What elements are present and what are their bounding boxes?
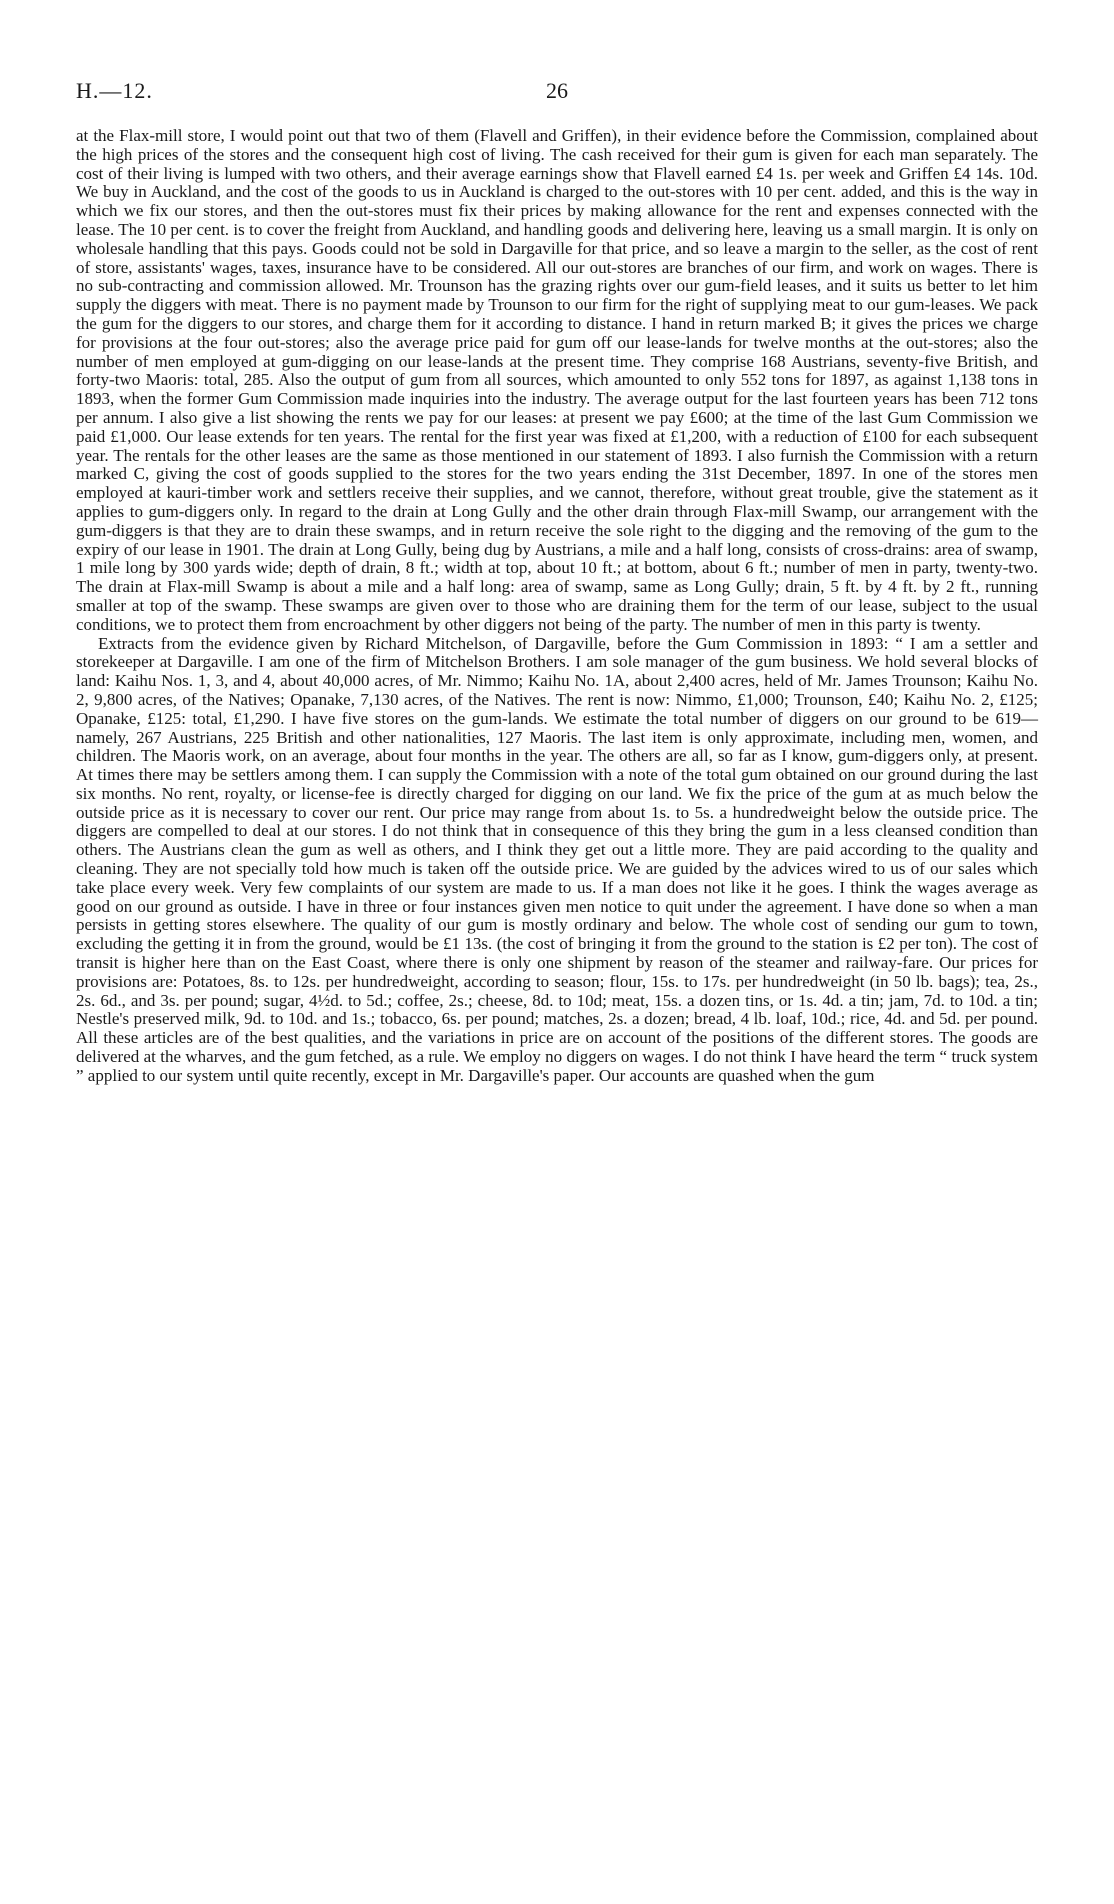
paragraph: at the Flax-mill store, I would point out that two of them (Flavell and Griffen), in their evidence before the Commission, complained about the high prices of the stores and the consequent high cost of living. The cash received for their gum is given for each man separately. The cost of their living is lumped with two others, and their average earnings show that Flavell earned £4 1s. per week and Griffen £4 14s. 10d. We buy in Auckland, and the cost of the goods to us in Auckland is charged to the out-stores with 10 per cent. added, and this is the way in which we fix our stores, and then the out-stores must fix their prices by making allowance for the rent and expenses connected with the lease. The 10 per cent. is to cover the freight from Auckland, and handling goods and delivering here, leaving us a small margin. It is only on wholesale handling that this pays. Goods could not be sold in Dargaville for that price, and so leave a margin to the seller, as the cost of rent of store, assistants' wages, taxes, insurance have to be considered. All our out-stores are branches of our firm, and work on wages. There is no sub-contracting and commission allowed. Mr. Trounson has the grazing rights over our gum-field leases, and it suits us better to let him supply the diggers with meat. There is no payment made by Trounson to our firm for the right of supplying meat to our gum-leases. We pack the gum for the diggers to our stores, and charge them for it according to distance. I hand in return marked B; it gives the prices we charge for provisions at the four out-stores; also the average price paid for gum off our lease-lands for twelve months at the out-stores; also the number of men employed at gum-digging on our lease-lands at the present time. They comprise 168 Austrians, seventy-five British, and forty-two Maoris: total, 285. Also the output of gum from all sources, which amounted to only 552 tons for 1897, as against 1,138 tons in 1893, when the former Gum Commission made inquiries into the industry. The average output for the last fourteen years has been 712 tons per annum. I also give a list showing the rents we pay for our leases: at present we pay £600; at the time of the last Gum Commission we paid £1,000. Our lease extends for ten years. The rental for the first year was fixed at £1,200, with a reduction of £100 for each subsequent year. The rentals for the other leases are the same as those mentioned in our statement of 1893. I also furnish the Commission with a return marked C, giving the cost of goods supplied to the stores for the two years ending the 31st December, 1897. In one of the stores men employed at kauri-timber work and settlers receive their supplies, and we cannot, therefore, without great trouble, give the statement as it applies to gum-diggers only. In regard to the drain at Long Gully and the other drain through Flax-mill Swamp, our arrangement with the gum-diggers is that they are to drain these swamps, and in return receive the sole right to the digging and the removing of the gum to the expiry of our lease in 1901. The drain at Long Gully, being dug by Austrians, a mile and a half long, consists of cross-drains: area of swamp, 1 mile long by 300 yards wide; depth of drain, 8 ft.; width at top, about 10 ft.; at bottom, about 6 ft.; number of men in party, twenty-two. The drain at Flax-mill Swamp is about a mile and a half long: area of swamp, same as Long Gully; drain, 5 ft. by 4 ft. by 2 ft., running smaller at top of the swamp. These swamps are given over to those who are draining them for the term of our lease, subject to the usual conditions, we to protect them from encroachment by other diggers not being of the party. The number of men in this party is twenty.: [76, 126, 1038, 634]
document-reference: H.—12.: [76, 78, 153, 103]
page-header: [76, 78, 1038, 108]
paragraph: Extracts from the evidence given by Richard Mitchelson, of Dargaville, before the Gum Commission in 1893: “ I am a settler and storekeeper at Dargaville. I am one of the firm of Mitchelson Brothers. I am sole manager of the gum business. We hold several blocks of land: Kaihu Nos. 1, 3, and 4, about 40,000 acres, of Mr. Nimmo; Kaihu No. 1A, about 2,400 acres, held of Mr. James Trounson; Kaihu No. 2, 9,800 acres, of the Natives; Opanake, 7,130 acres, of the Natives. The rent is now: Nimmo, £1,000; Trounson, £40; Kaihu No. 2, £125; Opanake, £125: total, £1,290. I have five stores on the gum-lands. We estimate the total number of diggers on our ground to be 619—namely, 267 Austrians, 225 British and other nationalities, 127 Maoris. The last item is only approximate, including men, women, and children. The Maoris work, on an average, about four months in the year. The others are all, so far as I know, gum-diggers only, at present. At times there may be settlers among them. I can supply the Commission with a note of the total gum obtained on our ground during the last six months. No rent, royalty, or license-fee is directly charged for digging on our land. We fix the price of the gum at as much below the outside price as it is necessary to cover our rent. Our price may range from about 1s. to 5s. a hundredweight below the outside price. The diggers are compelled to deal at our stores. I do not think that in consequence of this they bring the gum in a less cleansed condition than others. The Austrians clean the gum as well as others, and I think they get out a little more. They are paid according to the quality and cleaning. They are not specially told how much is taken off the outside price. We are guided by the advices wired to us of our sales which take place every week. Very few complaints of our system are made to us. If a man does not like it he goes. I think the wages average as good on our ground as outside. I have in three or four instances given men notice to quit under the agreement. I have done so when a man persists in getting stores elsewhere. The quality of our gum is mostly ordinary and below. The whole cost of sending our gum to town, excluding the getting it in from the ground, would be £1 13s. (the cost of bringing it from the ground to the station is £2 per ton). The cost of transit is higher here than on the East Coast, where there is only one shipment by reason of the steamer and railway-fare. Our prices for provisions are: Potatoes, 8s. to 12s. per hundredweight, according to season; flour, 15s. to 17s. per hundredweight (in 50 lb. bags); tea, 2s., 2s. 6d., and 3s. per pound; sugar, 4½d. to 5d.; coffee, 2s.; cheese, 8d. to 10d; meat, 15s. a dozen tins, or 1s. 4d. a tin; jam, 7d. to 10d. a tin; Nestle's preserved milk, 9d. to 10d. and 1s.; tobacco, 6s. per pound; matches, 2s. a dozen; bread, 4 lb. loaf, 10d.; rice, 4d. and 5d. per pound. All these articles are of the best qualities, and the variations in price are on account of the positions of the different stores. The goods are delivered at the wharves, and the gum fetched, as a rule. We employ no diggers on wages. I do not think I have heard the term “ truck system ” applied to our system until quite recently, except in Mr. Dargaville's paper. Our accounts are quashed when the gum: [76, 633, 1038, 1085]
page-number: 26: [546, 78, 568, 103]
body-text: [76, 127, 1038, 1086]
